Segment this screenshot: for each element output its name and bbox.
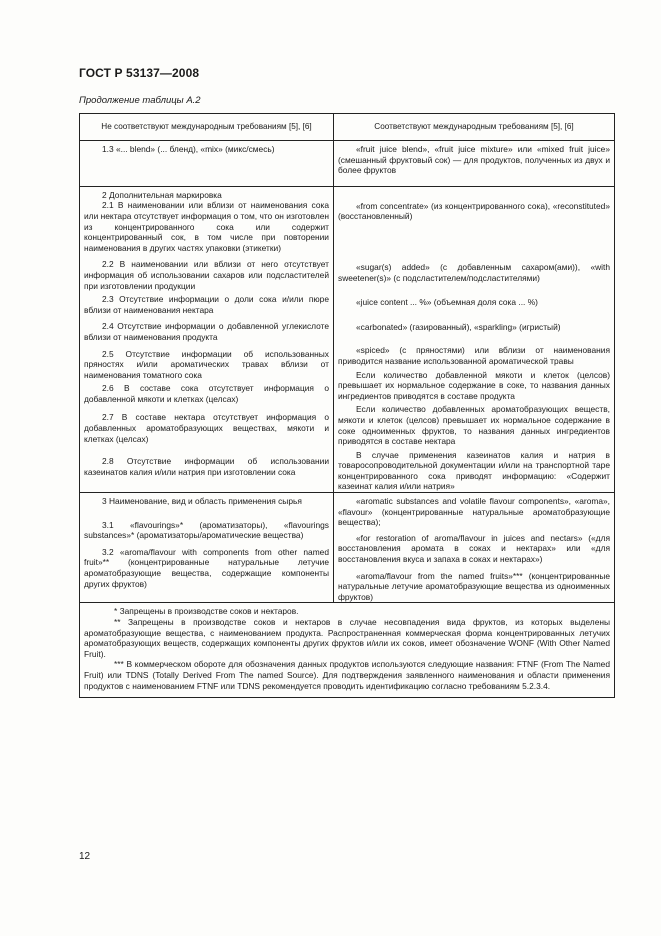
column-header-noncompliant: Не соответствуют международным требованиям [5], [6] (80, 114, 334, 141)
row-right-text: «fruit juice blend», «fruit juice mixture» или «mixed fruit juice» (смешанный фруктовый сок) — для продуктов, полученных из двух и более фруктов (338, 144, 610, 176)
row-left-text: 2.4 Отсутствие информации о добавленной углекислоте вблизи от наименования продукта (84, 321, 329, 342)
table-row (80, 186, 615, 492)
row-right-text: Если количество добавленных ароматобразующих веществ, мякоти и клеток (целсов) превышает их нормальное содержание в соке одноименных фруктов, то названия данных ингредиентов приводятся в составе нектара (338, 404, 610, 447)
row-left-text: 2.3 Отсутствие информации о доли сока и/или пюре вблизи от наименования нектара (84, 294, 329, 315)
row-right-text: «aromatic substances and volatile flavour components», «aroma», «flavour» (концентрированные натуральные ароматобразующие вещества); (338, 496, 610, 528)
row-right-text: Если количество добавленной мякоти и клеток (целсов) превышает их нормальное содержание в соке, то названия данных ингредиентов приводятся в составе продукта (338, 369, 610, 401)
table-continuation-caption: Продолжение таблицы А.2 (79, 95, 201, 106)
table-notes-row (80, 603, 615, 698)
standard-title: ГОСТ Р 53137—2008 (79, 66, 200, 80)
table-header-row (80, 114, 615, 141)
row-left-text: 2.1 В наименовании или вблизи от наименования сока или нектара отсутствует информация о том, что он изготовлен из концентрированного сока или содержит концентрированный сок, в том числе при повторении наименования в других частях упаковки (этикетки) (84, 200, 329, 253)
row-right-text: «from concentrate» (из концентрированного сока), «reconstituted» (восстановленный) (338, 200, 610, 222)
row-right-text: В случае применения казеинатов калия и натрия в товаросопроводительной документации и/или на транспортной таре концентрированного сока приводят информацию: «Содержит казеинат калия и/или натрия» (338, 449, 610, 492)
row-left-text: 2.6 В составе сока отсутствует информация о добавленной мякоти и клетках (целсах) (84, 383, 329, 404)
row-left-text: 2.7 В составе нектара отсутствует информация о добавленных ароматобразующих веществах, мякоти и клетках (целсах) (84, 412, 329, 444)
row-right-text: «spiced» (с пряностями) или вблизи от наименования приводится название использованной ароматической травы (338, 345, 610, 366)
row-right-text: «for restoration of aroma/flavour in juices and nectars» («для восстановления аромата в соках и нектарах» или «для восстановления вкуса и запаха в соках и нектарах») (338, 532, 610, 565)
footnote-3: *** В коммерческом обороте для обозначения данных продуктов используются следующие названия: FTNF (From The Named Fruit) или TDNS (Totally Derived From The named Source). Для подтверждения заявленного наименования и области применения продуктов с наименованием FTNF или TDNS рекомендуется проводить идентификацию согласно требованиям 5.2.3.4. (84, 659, 610, 691)
row-left-text: 3.1 «flavourings»* (ароматизаторы), «flavourings substances»* (ароматизаторы/ароматические вещества) (84, 519, 329, 541)
row-left-text: 2.8 Отсутствие информации об использовании казеинатов калия и/или натрия при изготовлении сока (84, 456, 329, 477)
row-left-text: 2.2 В наименовании или вблизи от него отсутствует информация об использовании сахаров или подсластителей при изготовлении продукции (84, 259, 329, 291)
row-right-text: «juice content ... %» (объемная доля сока ... %) (356, 297, 538, 308)
footnote-1: * Запрещены в производстве соков и нектаров. (114, 606, 299, 617)
row-right-text: «aroma/flavour from the named fruits»*** (концентрированные натуральные летучие ароматобразующие вещества из одноименных фруктов) (338, 570, 610, 602)
column-header-compliant: Соответствуют международным требованиям [5], [6] (334, 114, 615, 141)
page-number: 12 (79, 851, 91, 862)
row-right-text: «sugar(s) added» (с добавленным сахаром(ами)), «with sweetener(s)» (с подсластителем/подсластителями) (338, 261, 610, 283)
row-right-text: «carbonated» (газированный), «sparkling» (игристый) (356, 321, 561, 332)
section-heading: 3 Наименование, вид и область применения сырья (102, 496, 302, 507)
row-left-text: 1.3 «... blend» (... бленд), «mix» (микс/смесь) (102, 144, 275, 154)
section-heading: 2 Дополнительная маркировка (102, 189, 222, 200)
row-left-text: 3.2 «aroma/flavour with components from other named fruit»** (концентрированные натуральные летучие ароматобразующие вещества, содержащие компоненты других фруктов) (84, 546, 329, 589)
requirements-table (79, 113, 615, 698)
footnote-2: ** Запрещены в производстве соков и нектаров в случае несовпадения вида фруктов, из которых выделены ароматобразующие вещества, с наименованием продукта. Распространенная коммерческая форма концентрированных летучих ароматобразующих веществ, содержащих компоненты других фруктов и/или их соков, имеет обозначение WONF (With Other Named Fruit). (84, 617, 610, 659)
table-row (80, 141, 615, 187)
table-row (80, 493, 615, 603)
row-left-text: 2.5 Отсутствие информации об использованных пряностях и/или ароматических травах вблизи от наименования томатного сока (84, 348, 329, 380)
